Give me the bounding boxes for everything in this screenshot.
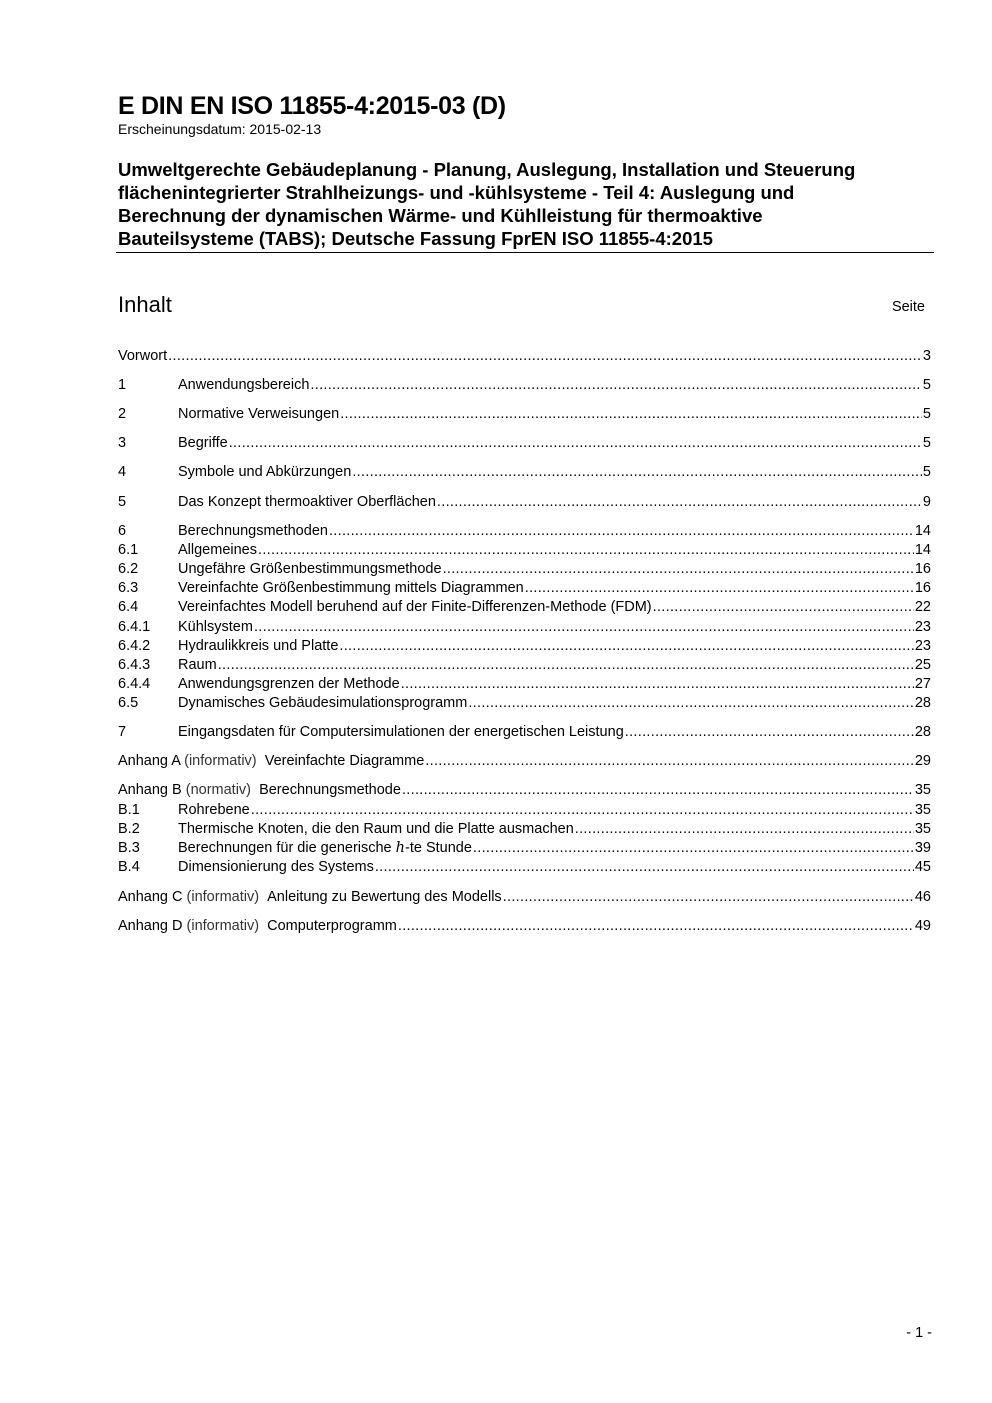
annex-name: Anhang C [118, 889, 183, 905]
toc-entry-title-suffix: -te Stunde [405, 840, 472, 856]
toc-entry-page: 45 [914, 859, 931, 875]
dot-leader [401, 676, 914, 692]
annex-type: (informativ) [186, 889, 260, 905]
toc-heading: Inhalt [118, 292, 172, 317]
toc-entry-page: 22 [914, 599, 931, 615]
toc-entry-page: 16 [914, 580, 931, 596]
annex-title: Anleitung zu Bewertung des Modells [267, 889, 502, 905]
dot-leader [402, 782, 914, 798]
toc-entry-number: B.3 [118, 840, 140, 856]
title-line: Berechnung der dynamischen Wärme- und Kühlleistung für thermoaktive [118, 205, 763, 226]
dot-leader [473, 840, 914, 856]
toc-entry-italic-symbol: h [395, 840, 405, 856]
toc-entry[interactable] [118, 657, 931, 676]
dot-leader [443, 561, 914, 577]
toc-entry-number: 6 [118, 523, 127, 539]
dot-leader [653, 599, 914, 615]
toc-entry-label [178, 619, 253, 635]
toc-entry-label [178, 676, 400, 692]
toc-entry-page: 5 [922, 377, 931, 393]
dot-leader [254, 619, 914, 635]
annex-name: Anhang B [118, 782, 182, 798]
toc-entry-title: Anwendungsbereich [178, 377, 310, 393]
toc-entry-number: 3 [118, 435, 127, 451]
toc-entry-number: 6.2 [118, 561, 139, 577]
dot-leader [575, 821, 914, 837]
toc-entry-label [178, 599, 652, 615]
toc-entry-number: 6.4.4 [118, 676, 151, 692]
toc-entry-label [178, 821, 574, 837]
toc-entry-label [178, 657, 217, 673]
toc-entry-label [178, 859, 374, 875]
toc-entry-title: Normative Verweisungen [178, 406, 340, 422]
dot-leader [339, 638, 913, 654]
dot-leader [258, 542, 914, 558]
toc-entry-title: Ungefähre Größenbestimmungsmethode [178, 561, 442, 577]
toc-entry-label [178, 561, 442, 577]
dot-leader [251, 802, 914, 818]
toc-entry-title: Vorwort [118, 348, 168, 364]
toc-entry-title: Das Konzept thermoaktiver Oberflächen [178, 494, 436, 510]
toc-entry-page: 28 [914, 695, 931, 711]
toc-entry-label [178, 580, 524, 596]
toc-entry-label [178, 435, 228, 451]
toc-entry-page: 35 [914, 782, 931, 798]
toc-entry-page: 25 [914, 657, 931, 673]
toc-entry-page: 39 [914, 840, 931, 856]
toc-entry-number: B.4 [118, 859, 140, 875]
toc-entry-title: Berechnungen für die generische [178, 840, 392, 856]
dot-leader [503, 889, 914, 905]
annex-name: Anhang A [118, 753, 181, 769]
toc-entry[interactable] [118, 435, 931, 454]
dot-leader [229, 435, 922, 451]
toc-entry-label [178, 377, 309, 393]
toc-entry[interactable] [118, 494, 931, 513]
toc-entry[interactable] [118, 580, 931, 599]
toc-entry-title: Begriffe [178, 435, 228, 451]
toc-entry-number: 4 [118, 464, 127, 480]
annex-title: Berechnungsmethode [259, 782, 401, 798]
toc-entry-label [118, 782, 401, 798]
toc-entry[interactable] [118, 676, 931, 695]
toc-entry-title: Kühlsystem [178, 619, 253, 635]
toc-entry-label [178, 406, 339, 422]
toc-entry[interactable] [118, 859, 931, 878]
toc-entry-page: 5 [922, 406, 931, 422]
document-id: E DIN EN ISO 11855-4:2015-03 (D) [118, 92, 506, 120]
toc-entry[interactable] [118, 599, 931, 618]
dot-leader [352, 464, 922, 480]
toc-entry-number: 2 [118, 406, 127, 422]
toc-entry[interactable] [118, 619, 931, 638]
toc-entry-label [178, 464, 351, 480]
toc-entry-page: 14 [914, 523, 931, 539]
toc-entry[interactable] [118, 724, 931, 743]
toc-entry-title: Vereinfachte Größenbestimmung mittels Diagrammen [178, 580, 524, 596]
title-divider [116, 252, 934, 253]
toc-entry[interactable] [118, 782, 931, 801]
toc-entry-title: Dynamisches Gebäudesimulationsprogramm [178, 695, 468, 711]
toc-entry[interactable] [118, 821, 931, 840]
toc-entry-page: 3 [922, 348, 931, 364]
dot-leader [398, 918, 914, 934]
toc-entry[interactable] [118, 840, 931, 859]
toc-entry-page: 27 [914, 676, 931, 692]
annex-title: Computerprogramm [267, 918, 397, 934]
toc-entry-number: 6.5 [118, 695, 139, 711]
toc-entry-title: Berechnungsmethoden [178, 523, 328, 539]
toc-entry-number: 5 [118, 494, 127, 510]
annex-type: (normativ) [185, 782, 251, 798]
toc-entry-title: Eingangsdaten für Computersimulationen der energetischen Leistung [178, 724, 624, 740]
toc-entry-label [178, 638, 338, 654]
toc-entry[interactable] [118, 889, 931, 908]
toc-entry-label [118, 918, 397, 934]
toc-entry-page: 46 [914, 889, 931, 905]
toc-entry[interactable] [118, 523, 931, 542]
toc-entry-page: 16 [914, 561, 931, 577]
annex-title: Vereinfachte Diagramme [264, 753, 425, 769]
toc-entry-number: 1 [118, 377, 127, 393]
toc-entry[interactable] [118, 638, 931, 657]
annex-type: (informativ) [186, 918, 260, 934]
toc-entry[interactable] [118, 377, 931, 396]
toc-entry-label [118, 753, 424, 769]
dot-leader [340, 406, 922, 422]
dot-leader [425, 753, 914, 769]
toc-entry-page: 23 [914, 619, 931, 635]
toc-entry-title: Dimensionierung des Systems [178, 859, 374, 875]
title-line: flächenintegrierter Strahlheizungs- und -kühlsysteme - Teil 4: Auslegung und [118, 182, 795, 203]
annex-name: Anhang D [118, 918, 183, 934]
toc-entry[interactable] [118, 406, 931, 425]
toc-entry-label [178, 695, 467, 711]
toc-entry-number: 6.4.3 [118, 657, 151, 673]
toc-entry-number: 6.4 [118, 599, 139, 615]
annex-type: (informativ) [184, 753, 257, 769]
title-line: Umweltgerechte Gebäudeplanung - Planung, Auslegung, Installation und Steuerung [118, 159, 856, 180]
publication-date: Erscheinungsdatum: 2015-02-13 [118, 121, 322, 137]
toc-entry-number: B.1 [118, 802, 140, 818]
toc-entry-title: Vereinfachtes Modell beruhend auf der Finite-Differenzen-Methode (FDM) [178, 599, 652, 615]
toc-entry-page: 35 [914, 802, 931, 818]
toc-entry-label [118, 889, 502, 905]
toc-entry-label [178, 494, 436, 510]
toc-entry-page: 23 [914, 638, 931, 654]
toc-entry-page: 9 [922, 494, 931, 510]
title-line: Bauteilsysteme (TABS); Deutsche Fassung FprEN ISO 11855-4:2015 [118, 228, 713, 249]
toc-entry[interactable] [118, 695, 931, 714]
dot-leader [437, 494, 922, 510]
toc-entry-label [118, 348, 167, 364]
dot-leader [468, 695, 914, 711]
dot-leader [329, 523, 914, 539]
page-number: - 1 - [906, 1325, 932, 1341]
toc-entry-title: Hydraulikkreis und Platte [178, 638, 339, 654]
toc-entry-page: 35 [914, 821, 931, 837]
dot-leader [168, 348, 922, 364]
toc-entry[interactable] [118, 561, 931, 580]
toc-entry[interactable] [118, 802, 931, 821]
toc-entry-page: 5 [922, 464, 931, 480]
toc-entry[interactable] [118, 348, 931, 367]
toc-entry-title: Raum [178, 657, 217, 673]
toc-page-column-label: Seite [891, 299, 925, 315]
toc-entry-title: Rohrebene [178, 802, 250, 818]
toc-entry-title: Symbole und Abkürzungen [178, 464, 352, 480]
toc-entry-number: 6.3 [118, 580, 139, 596]
toc-entry-page: 14 [914, 542, 931, 558]
toc-entry-number: 6.4.1 [118, 619, 151, 635]
toc-entry-label [178, 840, 472, 856]
toc-entry[interactable] [118, 753, 931, 772]
toc-entry-label [178, 802, 250, 818]
dot-leader [525, 580, 914, 596]
dot-leader [375, 859, 914, 875]
toc-entry-title: Allgemeines [178, 542, 257, 558]
document-title [118, 158, 938, 250]
toc-entry-number: 6.1 [118, 542, 139, 558]
toc-entry-page: 28 [914, 724, 931, 740]
toc-entry-title: Thermische Knoten, die den Raum und die Platte ausmachen [178, 821, 574, 837]
toc-entry-label [178, 724, 624, 740]
toc-entry-title: Anwendungsgrenzen der Methode [178, 676, 400, 692]
dot-leader [625, 724, 914, 740]
toc-entry-number: 6.4.2 [118, 638, 151, 654]
toc-entry-label [178, 542, 257, 558]
toc-entry-number: 7 [118, 724, 127, 740]
toc-entry-label [178, 523, 328, 539]
toc-entry-page: 49 [914, 918, 931, 934]
dot-leader [310, 377, 922, 393]
toc-entry[interactable] [118, 542, 931, 561]
toc-entry[interactable] [118, 918, 931, 937]
toc-entry-number: B.2 [118, 821, 140, 837]
toc-entry[interactable] [118, 464, 931, 483]
dot-leader [218, 657, 914, 673]
toc-entry-page: 29 [914, 753, 931, 769]
toc-entry-page: 5 [922, 435, 931, 451]
